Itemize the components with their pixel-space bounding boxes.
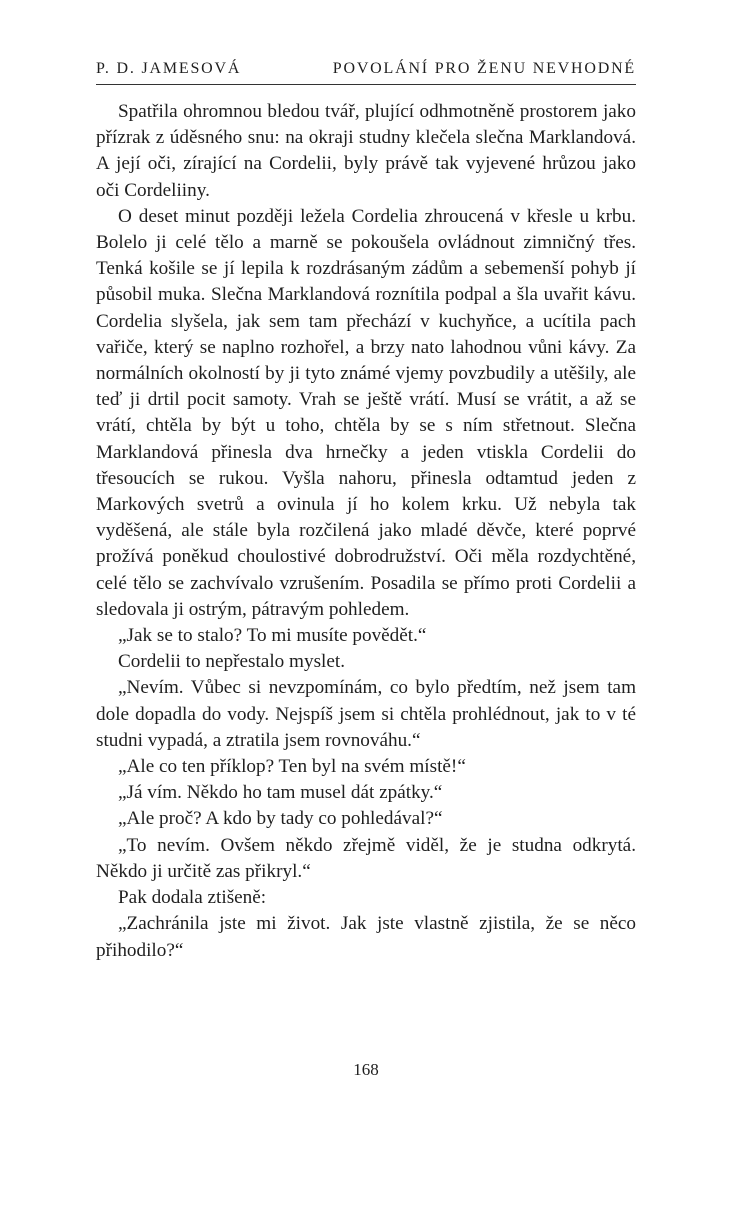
paragraph: „Nevím. Vůbec si nevzpomínám, co bylo předtím, než jsem tam dole dopadla do vody. Nejspíš jsem si chtěla prohlédnout, jak to v té studni vypadá, a ztratila jsem rovnováhu.“ [96, 677, 636, 751]
running-header-author: P. D. JAMESOVÁ [96, 60, 242, 77]
running-header [96, 60, 636, 85]
paragraph: „Já vím. Někdo ho tam musel dát zpátky.“ [118, 782, 443, 804]
paragraph: Pak dodala ztišeně: [118, 887, 267, 909]
paragraph: „To nevím. Ovšem někdo zřejmě viděl, že je studna odkrytá. Někdo ji určitě zas přikryl.“ [96, 834, 636, 882]
body-text [96, 99, 636, 964]
running-header-title: POVOLÁNÍ PRO ŽENU NEVHODNÉ [332, 60, 636, 77]
paragraph: „Zachránila jste mi život. Jak jste vlastně zjistila, že se něco přihodilo?“ [96, 913, 636, 961]
book-page [96, 0, 636, 1211]
paragraph: „Ale co ten příklop? Ten byl na svém místě!“ [118, 756, 466, 778]
paragraph: „Ale proč? A kdo by tady co pohledával?“ [118, 808, 443, 830]
paragraph: „Jak se to stalo? To mi musíte povědět.“ [118, 625, 427, 647]
paragraph: O deset minut později ležela Cordelia zhroucená v křesle u krbu. Bolelo ji celé tělo a marně se pokoušela ovládnout zimničný třes. Tenká košile se jí lepila k rozdrásaným zádům a sebemenší pohyb jí působil muka. Slečna Marklandová roznítila podpal a šla uvařit kávu. Cordelia slyšela, jak sem tam přechází v kuchyňce, a ucítila pach vařiče, který se naplno rozhořel, a brzy nato lahodnou vůni kávy. Za normálních okolností by ji tyto známé vjemy povzbudily a utěšily, ale teď ji drtil pocit samoty. Vrah se ještě vrátí. Musí se vrátit, a až se vrátí, chtěla by být u toho, chtěla by se s ním střetnout. Slečna Marklandová přinesla dva hrnečky a jeden vtiskla Cordelii do třesoucích se rukou. Vyšla nahoru, přinesla odtamtud jeden z Markových svetrů a ovinula jí ho kolem krku. Už nebyla tak vyděšená, ale stále byla rozčilená jako mladé děvče, které poprvé prožívá poněkud choulostivé dobrodružství. Oči měla rozdychtěné, celé tělo se zachvívalo vzrušením. Posadila se přímo proti Cordelii a sledovala ji ostrým, pátravým pohledem. [96, 205, 636, 620]
page-number: 168 [353, 1060, 379, 1079]
paragraph: Cordelii to nepřestalo myslet. [118, 651, 346, 673]
paragraph: Spatřila ohromnou bledou tvář, plující odhmotněně prostorem jako přízrak z úděsného snu: na okraji studny klečela slečna Marklandová. A její oči, zírající na Cordelii, byly právě tak vyjevené hrůzou jako oči Cordeliiny. [96, 101, 636, 201]
